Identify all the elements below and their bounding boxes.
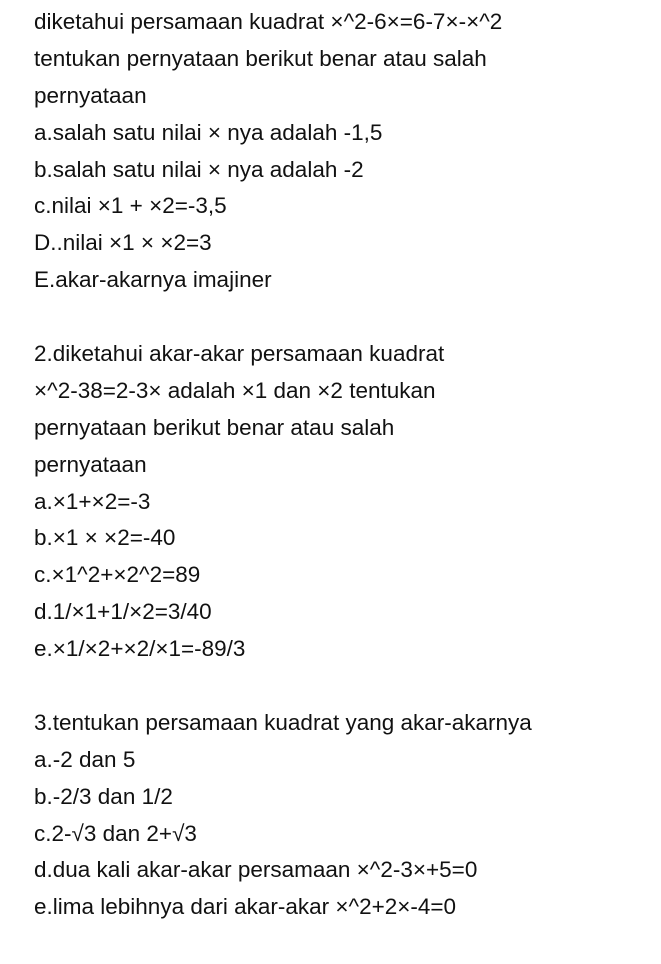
- question-1-option-c: c.nilai ×1 + ×2=-3,5: [34, 193, 227, 219]
- question-1-line-3: pernyataan: [34, 82, 147, 108]
- question-2-option-b: b.×1 × ×2=-40: [34, 525, 176, 551]
- question-3-option-b: b.-2/3 dan 1/2: [34, 783, 173, 809]
- question-3-line-1: 3.tentukan persamaan kuadrat yang akar-akarnya: [34, 709, 532, 735]
- question-1-line-1: diketahui persamaan kuadrat ×^2-6×=6-7×-×^2: [34, 9, 503, 34]
- question-2-line-1: 2.diketahui akar-akar persamaan kuadrat: [34, 341, 445, 367]
- question-1-option-d: D..nilai ×1 × ×2=3: [34, 230, 212, 256]
- question-1-option-e: E.akar-akarnya imajiner: [34, 267, 272, 293]
- question-1: [34, 4, 661, 299]
- question-3: [34, 705, 661, 926]
- document-text: [34, 4, 661, 926]
- question-1-option-b: b.salah satu nilai × nya adalah -2: [34, 156, 364, 182]
- question-2-option-a: a.×1+×2=-3: [34, 488, 151, 514]
- question-1-option-a: a.salah satu nilai × nya adalah -1,5: [34, 119, 383, 145]
- question-2-option-c: c.×1^2+×2^2=89: [34, 562, 201, 588]
- blank-line: [34, 299, 661, 336]
- question-2-option-d: d.1/×1+1/×2=3/40: [34, 599, 212, 625]
- question-2-option-e: e.×1/×2+×2/×1=-89/3: [34, 636, 246, 662]
- question-2-line-3: pernyataan berikut benar atau salah: [34, 414, 395, 440]
- question-3-option-a: a.-2 dan 5: [34, 746, 136, 772]
- question-3-option-e: e.lima lebihnya dari akar-akar ×^2+2×-4=0: [34, 894, 457, 920]
- question-3-option-d: d.dua kali akar-akar persamaan ×^2-3×+5=0: [34, 857, 478, 883]
- question-3-option-c: c.2-√3 dan 2+√3: [34, 820, 197, 846]
- question-2-line-2: ×^2-38=2-3× adalah ×1 dan ×2 tentukan: [34, 377, 436, 403]
- question-2-line-4: pernyataan: [34, 451, 147, 477]
- question-2: [34, 336, 661, 668]
- question-1-line-2: tentukan pernyataan berikut benar atau salah: [34, 45, 487, 71]
- blank-line: [34, 668, 661, 705]
